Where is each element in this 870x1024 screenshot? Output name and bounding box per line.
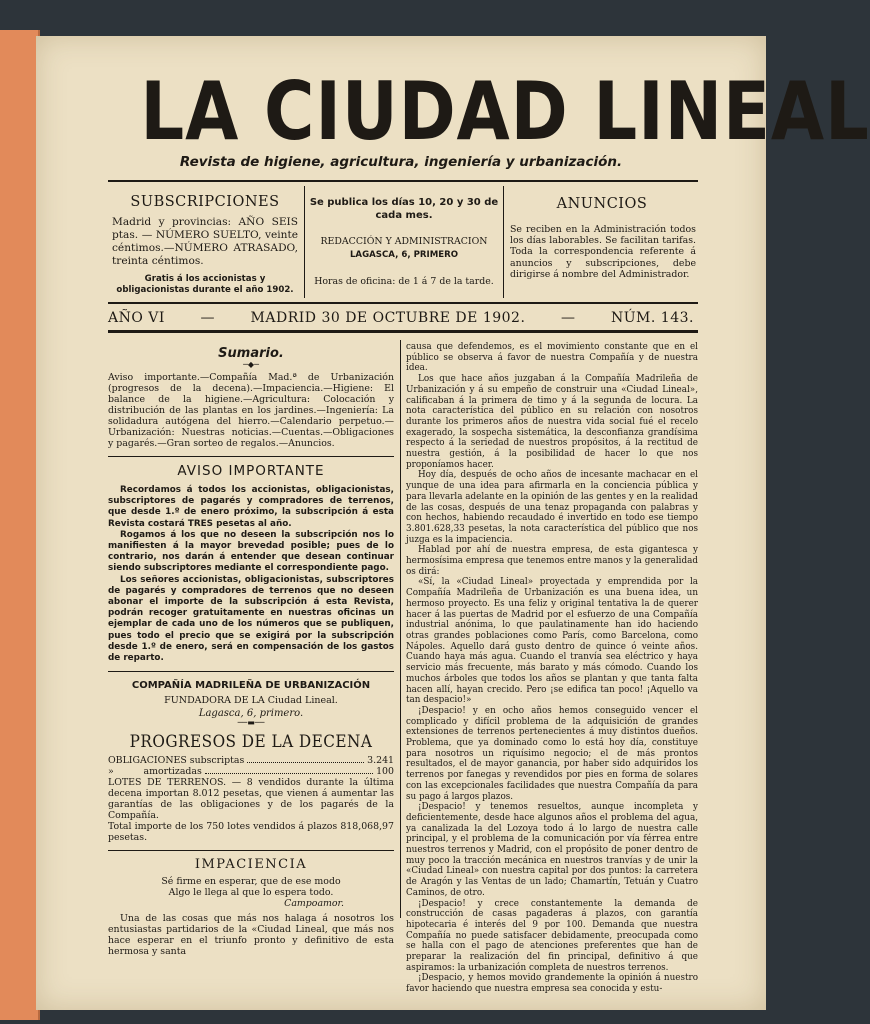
- article-paragraph: ¡Despacio! y crece constantemente la demanda de construcción de casas pagaderas á plazos, con garantía hipotecaria é interés del 9 por 100. Demanda que nuestra Compañía no puede satisfacer debidamente, preocupada como se halla con el pago de atenciones preferentes que han de preparar la realización del fin principal, definitivo á que aspiramos: la urbanización completa de nuestros terrenos.: [406, 898, 698, 973]
- rule: [108, 671, 394, 672]
- dateline-separator: —: [560, 310, 576, 326]
- right-column: [406, 342, 698, 995]
- impatience-paragraph: Una de las cosas que más nos halaga á nosotros los entusiastas partidarios de la «Ciudad Lineal, que más nos hace esperar en el triunfo pronto y definitivo de esta hermosa y santa: [108, 913, 394, 958]
- office-label: REDACCIÓN Y ADMINISTRACION: [320, 236, 488, 247]
- left-column: [108, 342, 394, 957]
- article-paragraph: ¡Despacio, y hemos movido grandemente la opinión á nuestro favor haciendo que nuestra empresa sea conocida y estu-: [406, 973, 698, 995]
- article-paragraph: Los que hace años juzgaban á la Compañía Madrileña de Urbanización y á su empeño de construir una «Ciudad Lineal», calificaban á la primera de timo y á la segunda de locura. La nota característica del público en su relación con nosotros durante los primeros años de nuestra vida social fué el recelo exagerado, la sospecha sistemática, la desconfianza grandísima respecto á la seriedad de nuestros propósitos, á la rectitud de nuestra gestión, á la posibilidad de hacer lo que nos proponíamos hacer.: [406, 374, 698, 470]
- progress-total: Total importe de los 750 lotes vendidos á plazos 818,068,97 pesetas.: [108, 821, 394, 844]
- masthead-title: LA CIUDAD LINEAL: [140, 65, 870, 158]
- subscriptions-text: Madrid y provincias: AÑO SEIS ptas. — NÚMERO SUELTO, veinte céntimos.—NÚMERO ATRASADO, treinta céntimos.: [112, 216, 298, 267]
- masthead-subtitle: Revista de higiene, agricultura, ingeniería y urbanización.: [179, 154, 623, 170]
- notice-paragraph-3: Los señores accionistas, obligacionistas, subscriptores de pagarés y compradores de terrenos que no deseen abonar el importe de la subscripción á esta Revista, podrán recoger gratuitamente en nuestras oficinas un ejemplar de cada uno de los números que se publiquen, pues todo el precio que se exigirá por la subscripción desde 1.º de enero, será en compensación de los gastos de reparto.: [108, 574, 394, 664]
- ads-heading: ANUNCIOS: [556, 196, 648, 212]
- summary-text: Aviso importante.—Compañía Mad.ª de Urbanización (progresos de la decena).—Impaciencia.—Higiene: El balance de la higiene.—Agricultura: Colocación y distribución de las plantas en los jardines.—Ingeniería: La solidadura autógena del hierro.—Calendario perpetuo.—Urbanización: Nuestras noticias.—Cuentas.—Obligaciones y pagarés.—Gran sorteo de regalos.—Anuncios.: [108, 372, 394, 449]
- notice-heading: AVISO IMPORTANTE: [177, 463, 325, 479]
- article-paragraph: causa que defendemos, es el movimiento constante que en el público se observa á favor de nuestra Compañía y de nuestra idea.: [406, 342, 698, 374]
- book-binding: [0, 30, 40, 1020]
- progress-lotes: LOTES DE TERRENOS. — 8 vendidos durante la última decena importan 8.012 pesetas, que vienen á aumentar las garantías de las obligaciones y de los pagarés de la Compañía.: [108, 777, 394, 822]
- ornament-icon: ─◆─: [243, 360, 259, 369]
- ornament-icon: ──▬──: [237, 718, 265, 728]
- article-paragraph: «Sí, la «Ciudad Lineal» proyectada y emprendida por la Compañía Madrileña de Urbanización es una buena idea, un hermoso proyecto. Es una feliz y original tentativa la de querer hacer á las puertas de Madrid por el esfuerzo de una Compañía industrial anónima, lo que paulatinamente han ido haciendo otras grandes poblaciones como París, como Barcelona, como Nápoles. Aquello dará gusto dentro de quince ó veinte años. Cuando haya más agua. Cuando el tranvía sea eléctrico y haya servicio más frecuente, más barato y más cómodo. Cuando los muchos árboles que todos los años se plantan y que tanta falta hacen allí, hayan crecido. Pero ¡se edifica tan poco! ¡Aquello va tan despacio!»: [406, 577, 698, 706]
- dot-leader: [247, 755, 364, 763]
- summary-heading: Sumario.: [218, 346, 284, 361]
- office-hours: Horas de oficina: de 1 á 7 de la tarde.: [314, 276, 494, 287]
- article-paragraph: Hablad por ahí de nuestra empresa, de esta gigantesca y hermosísima empresa que tenemos entre manos y la generalidad os dirá:: [406, 545, 698, 577]
- subscriptions-note: Gratis á los accionistas y obligacionistas durante el año 1902.: [116, 274, 294, 295]
- rule: [108, 850, 394, 851]
- notice-paragraph-2: Rogamos á los que no deseen la subscripción nos lo manifiesten á la mayor brevedad posible; pues de lo contrario, nos darán á entender que desean continuar siendo subscriptores mediante el correspondiente pago.: [108, 529, 394, 574]
- column-divider: [400, 340, 401, 918]
- dateline: [108, 310, 694, 326]
- issue-date: MADRID 30 DE OCTUBRE DE 1902.: [250, 310, 526, 326]
- column-divider: [304, 186, 305, 298]
- ads-text: Se reciben en la Administración todos los días laborables. Se facilitan tarifas. Toda la correspondencia referente á anuncios y subscripciones, debe dirigirse á nombre del Administrador.: [510, 224, 696, 280]
- issue-year: AÑO VI: [108, 310, 165, 326]
- progress-row-value: 100: [376, 766, 394, 778]
- progress-row-label: OBLIGACIONES subscriptas: [108, 755, 245, 767]
- newspaper-page: [36, 36, 870, 1010]
- rule: [108, 180, 698, 182]
- verse-author: Campoamor.: [284, 898, 344, 910]
- column-divider: [503, 186, 504, 298]
- rule: [108, 302, 698, 304]
- progress-row-value: 3.241: [367, 755, 394, 767]
- verse-line: Sé firme en esperar, que de ese modo: [161, 876, 341, 888]
- progress-row-label: » amortizadas: [108, 766, 202, 778]
- issue-number: NÚM. 143.: [611, 310, 694, 326]
- progress-heading: PROGRESOS DE LA DECENA: [129, 732, 373, 753]
- article-paragraph: Hoy día, después de ocho años de incesante machacar en el yunque de una idea para afirmarla en la conciencia pública y para llevarla adelante en la opinión de las gentes y en la realidad de las cosas, después de una tenaz propaganda con palabras y con hechos, habiendo recaudado é invertido en todo ese tiempo 3.801.628,33 pesetas, la nota característica del público que nos juzga es la impaciencia.: [406, 470, 698, 545]
- article-paragraph: ¡Despacio! y en ocho años hemos conseguido vencer el complicado y difícil problema de la adquisición de grandes extensiones de terrenos pertenecientes á muy distintos dueños. Problema, que ya dominado como lo está hoy día, constituye para nosotros un riquísimo negocio; el de más prontos resultados, el de mayor ganancia, por haber sido adquiridos los terrenos por fanegas y revendidos por pies en forma de solares con las excepcionales facilidades que nuestra Compañía da para su pago á largos plazos.: [406, 705, 698, 802]
- verse-line: Algo le llega al que lo espera todo.: [168, 887, 334, 899]
- progress-row: [108, 766, 394, 777]
- article-paragraph: ¡Despacio! y tenemos resueltos, aunque incompleta y deficientemente, desde hace algunos años el problema del agua, ya canalizada la del Lozoya todo á lo largo de nuestra calle principal, y el problema de la comunicación por vía férrea entre nuestros terrenos y Madrid, con el propósito de poner dentro de muy poco la tracción mecánica en nuestros tranvías y de unir la «Ciudad Lineal» con nuestra capital por dos puntos: la carretera de Aragón y las Ventas de un lado; Chamartín, Tetuán y Cuatro Caminos, de otro.: [406, 802, 698, 898]
- notice-paragraph-1: Recordamos á todos los accionistas, obligacionistas, subscriptores de pagarés y compradores de terrenos, que desde 1.º de enero próximo, la subscripción á esta Revista costará TRES pesetas al año.: [108, 485, 394, 529]
- dateline-separator: —: [200, 310, 215, 326]
- office-address: LAGASCA, 6, PRIMERO: [349, 250, 459, 260]
- rule: [108, 456, 394, 457]
- company-address: Lagasca, 6, primero.: [198, 708, 304, 720]
- dot-leader: [205, 766, 373, 774]
- publication-days: Se publica los días 10, 20 y 30 de cada mes.: [309, 197, 499, 221]
- company-founder: FUNDADORA DE LA Ciudad Lineal.: [164, 695, 338, 707]
- subscriptions-heading: SUBSCRIPCIONES: [130, 194, 280, 210]
- progress-row: [108, 755, 394, 766]
- impatience-heading: IMPACIENCIA: [194, 857, 308, 873]
- company-heading: COMPAÑÍA MADRILEÑA DE URBANIZACIÓN: [131, 680, 371, 692]
- rule: [108, 330, 698, 333]
